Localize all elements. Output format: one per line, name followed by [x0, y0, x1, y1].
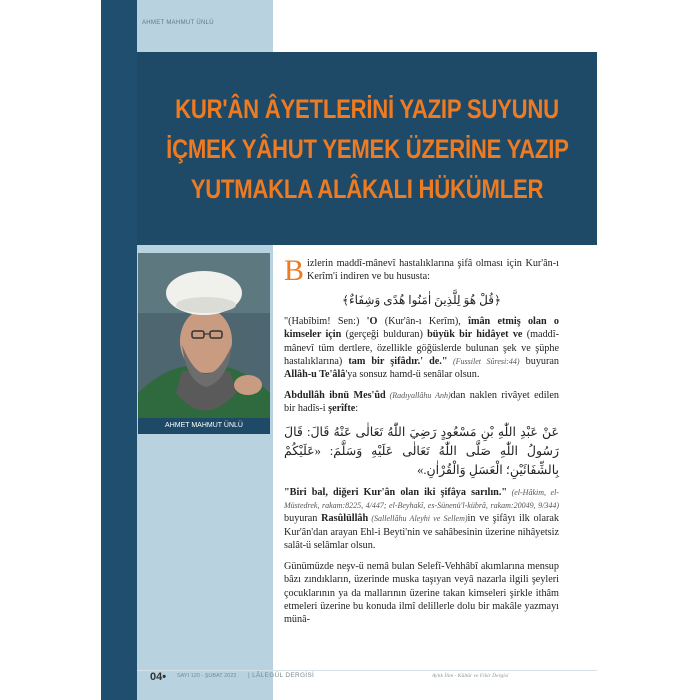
reference: (Radıyallâhu Anh) — [385, 390, 451, 400]
paragraph-closing: Günümüzde neşv-ü nemâ bulan Selefî-Vehhâbî akımlarına mensup bâzı zındıkların, üzerinde muska taşıyan veyâ nazarla ilgili şeyleri çocuklarının ya da mallarının üzerine takan kimseleri şirkle ithâm etmeleri üzerine bu konuda ilmî delillerle dolu bir makâle yazmayı münâ- — [284, 560, 559, 626]
magazine-name: | LÂLEGÜL DERGİSİ — [248, 672, 315, 679]
text-span: (gerçeği bulduran) — [341, 329, 428, 341]
left-dark-stripe — [101, 0, 137, 700]
text-span: dan naklen rivâyet edilen bir hadîs-i — [284, 389, 559, 415]
author-photo — [138, 253, 270, 418]
bold-span: büyük bir hidâyet ve — [427, 329, 523, 341]
bold-span: Rasûlüllâh — [321, 513, 369, 525]
intro-text: izlerin maddî-mânevî hastalıklarına şifâ olması için Kur'ân-ı Kerîm'i indiren ve bu hususta: — [307, 258, 559, 283]
bold-span: Allâh-u Te'âlâ — [284, 369, 346, 381]
text-span: (maddî-mânevî tüm dertlere, özellikle göğüslerde bulunan şek ve şüphe hastalıklarına) — [284, 329, 559, 368]
arabic-verse: ﴿قُلْ هُوَ لِلَّذِينَ اٰمَنُوا هُدًى وَشِفَاءٌ﴾ — [342, 292, 501, 307]
bold-span: "Biri bal, diğeri Kur'ân olan iki şifâya sarılın." — [284, 486, 508, 498]
author-header: AHMET MAHMUT ÜNLÜ — [142, 20, 214, 26]
photo-caption: AHMET MAHMUT ÜNLÜ — [138, 418, 270, 434]
reference: (Sallellâhu Aleyhi ve Sellem) — [368, 514, 468, 524]
paragraph-hadith-translation — [284, 486, 559, 553]
magazine-tagline: Aylık İlim - Kültür ve Fikir Dergisi — [432, 673, 509, 679]
bold-span: îmân etmiş olan o kimseler için — [284, 315, 559, 341]
paragraph-verse-translation — [284, 315, 559, 382]
issue-info: SAYI 120 - ŞUBAT 2023 — [177, 673, 237, 679]
bold-span: 'O — [366, 315, 378, 327]
bold-span: tam bir şifâdır.' de." — [348, 356, 448, 368]
footer-divider — [137, 670, 597, 671]
article-body — [284, 254, 560, 634]
text-span: buyuran — [284, 513, 322, 525]
text-span: : — [355, 403, 359, 415]
paragraph-intro — [284, 254, 559, 287]
page-number: 04• — [150, 671, 167, 683]
title-line-1: KUR'ÂN ÂYETLERİNİ YAZIP SUYUNU — [175, 93, 559, 124]
arabic-hadith: عَنْ عَبْدِ اللّٰهِ بْنِ مَسْعُودٍ رَضِيَ اللّٰهُ تَعَالٰى عَنْهُ قَالَ: قَالَ رَسُولُ اللّٰهِ صَلَّى اللّٰهُ تَعَالٰى عَلَيْهِ وَسَلَّمَ: «عَلَيْكُمْ بِالشِّفَائَيْنِ؛ الْعَسَلِ وَالْقُرْاٰنِ.» — [284, 424, 559, 477]
title-banner — [137, 52, 597, 245]
paragraph-hadith-intro — [284, 389, 559, 416]
text-span: 'ya sonsuz hamd-ü senâlar olsun. — [345, 369, 480, 381]
title-line-2: İÇMEK YÂHUT YEMEK ÜZERİNE YAZIP — [165, 133, 569, 164]
text-span: (Kur'ân-ı Kerîm), — [377, 315, 469, 327]
bold-span: Abdullâh ibnü Mes'ûd — [284, 389, 386, 401]
text-span: buyuran — [519, 356, 560, 368]
text-span: in ve şifâyı ilk olarak Kur'ân'dan arayan Ehl-i Beyti'nin ve sahâbesinin üzerine nihâyetsiz salât-ü selâmlar olsun. — [284, 513, 559, 552]
title-line-3: YUTMAKLA ALÂKALI HÜKÜMLER — [190, 173, 544, 204]
text-span: "(Habîbim! Sen:) — [284, 315, 367, 327]
reference: (el-Hâkim, el-Müstedrek, rakam:8225, 4/447; el-Beyhakî, es-Sünenü'l-kübrâ, rakam:20049, 9/344) — [284, 487, 559, 511]
author-photo-illustration — [138, 253, 270, 418]
bold-span: şerîfte — [328, 403, 356, 415]
reference: (Fussilet Sûresi:44) — [447, 357, 520, 367]
drop-cap: B — [284, 254, 305, 287]
